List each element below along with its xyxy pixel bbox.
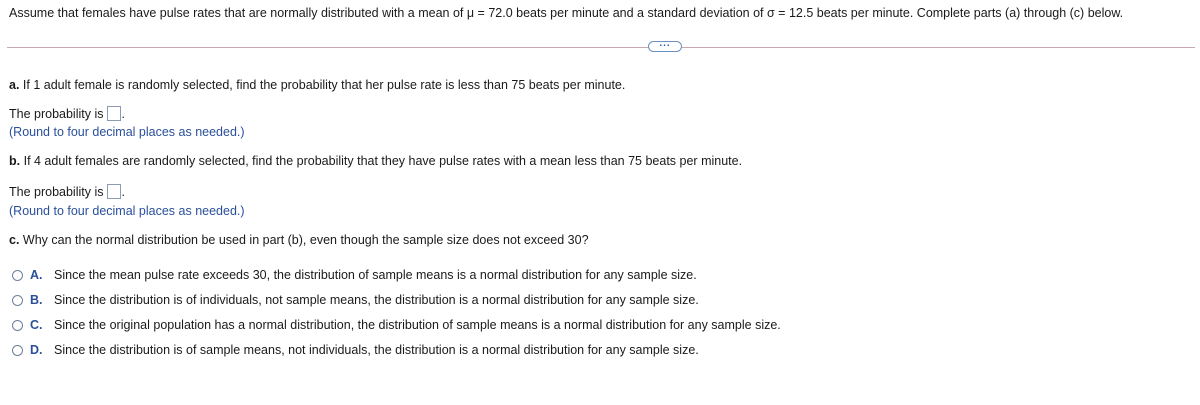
- choice-a-radio[interactable]: [12, 270, 23, 281]
- choice-d-text: Since the distribution is of sample means, not individuals, the distribution is a normal distribution for any sample size.: [54, 343, 699, 357]
- part-c-text: Why can the normal distribution be used in part (b), even though the sample size does not exceed 30?: [22, 233, 589, 247]
- choice-c[interactable]: [12, 318, 781, 332]
- choice-d-radio[interactable]: [12, 345, 23, 356]
- choice-b-radio[interactable]: [12, 295, 23, 306]
- choice-b-text: Since the distribution is of individuals, not sample means, the distribution is a normal distribution for any sample size.: [54, 293, 699, 307]
- choice-c-text: Since the original population has a normal distribution, the distribution of sample means is a normal distribution for any sample size.: [54, 318, 781, 332]
- part-a-hint: (Round to four decimal places as needed.): [9, 125, 245, 139]
- part-b-hint: (Round to four decimal places as needed.): [9, 204, 245, 218]
- section-divider: [7, 40, 1195, 54]
- question-header: Assume that females have pulse rates that are normally distributed with a mean of μ = 72.0 beats per minute and a standard deviation of σ = 12.5 beats per minute. Complete parts (a) through (c) below.: [9, 6, 1124, 20]
- part-a-question: [9, 78, 625, 92]
- choice-b-letter: B.: [30, 293, 43, 307]
- part-b-label: b.: [9, 154, 21, 168]
- choice-a-letter: A.: [30, 268, 43, 282]
- part-a-answer-input[interactable]: [107, 106, 121, 121]
- part-b-answer-line: [9, 184, 125, 199]
- divider-line: [7, 47, 1195, 48]
- more-options-button[interactable]: [648, 38, 682, 52]
- part-b-answer-prefix: The probability is: [9, 184, 104, 199]
- choice-d[interactable]: [12, 343, 699, 357]
- choice-d-letter: D.: [30, 343, 43, 357]
- part-c-question: [9, 233, 589, 247]
- ellipsis-icon: ...: [659, 38, 671, 49]
- part-a-answer-prefix: The probability is: [9, 106, 104, 121]
- part-a-period: .: [121, 106, 125, 121]
- choice-c-letter: C.: [30, 318, 43, 332]
- choice-a-text: Since the mean pulse rate exceeds 30, the distribution of sample means is a normal distribution for any sample size.: [54, 268, 697, 282]
- part-a-label: a.: [9, 78, 20, 92]
- choice-b[interactable]: [12, 293, 699, 307]
- choice-a[interactable]: [12, 268, 697, 282]
- part-b-question: [9, 154, 742, 168]
- part-a-answer-line: [9, 106, 125, 121]
- part-a-text: If 1 adult female is randomly selected, find the probability that her pulse rate is less than 75 beats per minute.: [22, 78, 626, 92]
- part-c-label: c.: [9, 233, 20, 247]
- part-b-text: If 4 adult females are randomly selected, find the probability that they have pulse rates with a mean less than 75 beats per minute.: [23, 154, 743, 168]
- choice-c-radio[interactable]: [12, 320, 23, 331]
- part-b-answer-input[interactable]: [107, 184, 121, 199]
- part-b-period: .: [121, 184, 125, 199]
